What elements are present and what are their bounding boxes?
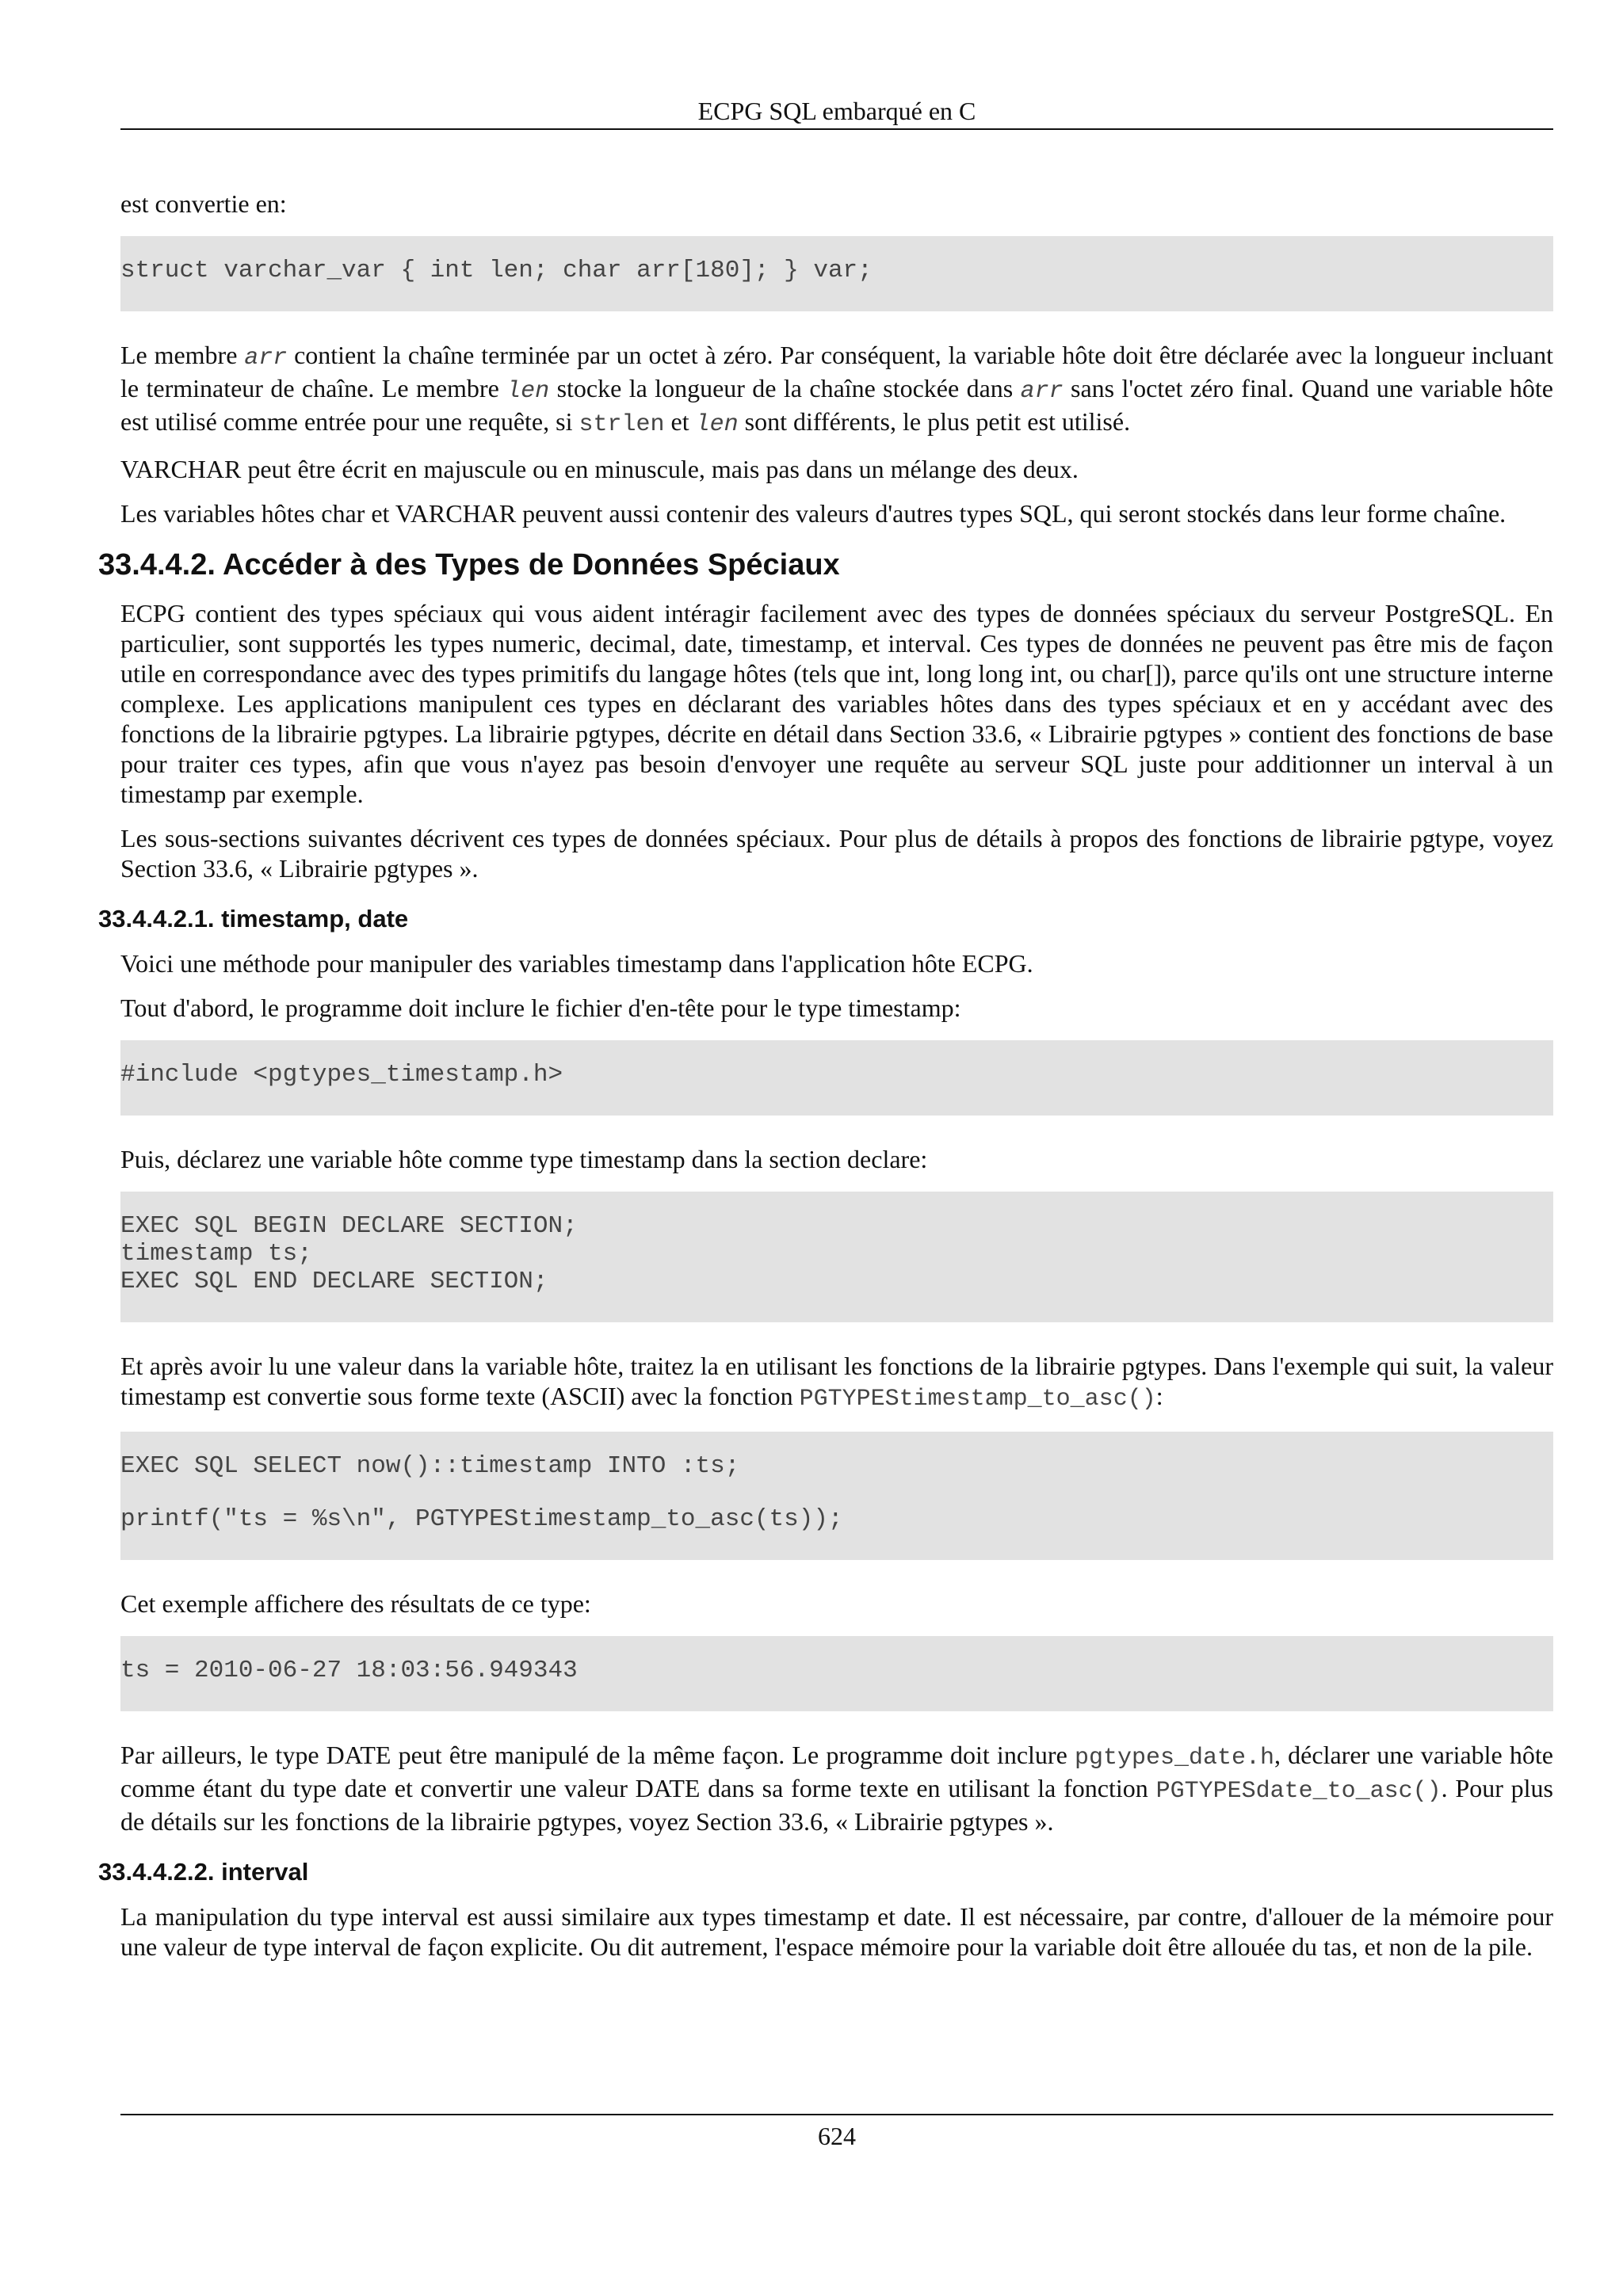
code-block-varchar-struct xyxy=(120,236,1553,311)
inline-code-arr: arr xyxy=(244,345,288,372)
code-block-include xyxy=(120,1040,1553,1116)
code-line: printf("ts = %s\n", PGTYPEStimestamp_to_asc(ts)); xyxy=(120,1505,843,1533)
inline-code-arr: arr xyxy=(1020,378,1064,405)
code-block-declare-section xyxy=(120,1192,1553,1322)
paragraph-arr-member: Le membre arr contient la chaîne terminée par un octet à zéro. Par conséquent, la variable hôte doit être déclarée avec la longueur incluant le terminateur de chaîne. Le membre len stocke la longueur de la chaîne stockée dans arr sans l'octet zéro final. Quand une variable hôte est utilisé comme entrée pour une requête, si strlen et len sont différents, le plus petit est utilisé. xyxy=(120,341,1554,438)
code-line: EXEC SQL SELECT now()::timestamp INTO :ts; xyxy=(120,1452,740,1480)
running-header: ECPG SQL embarqué en C xyxy=(697,97,976,125)
code-line: struct varchar_var { int len; char arr[180]; } var; xyxy=(120,257,873,284)
inline-code-date-header: pgtypes_date.h xyxy=(1074,1745,1274,1772)
section-heading-special-types: 33.4.4.2. Accéder à des Types de Données Spéciaux xyxy=(98,548,840,582)
intro-paragraph: est convertie en: xyxy=(120,189,287,218)
paragraph-varchar-types: Les variables hôtes char et VARCHAR peuvent aussi contenir des valeurs d'autres types SQL, qui seront stockés dans leur forme chaîne. xyxy=(120,499,1507,528)
paragraph-declare-variable: Puis, déclarez une variable hôte comme type timestamp dans la section declare: xyxy=(120,1145,928,1173)
code-line: ts = 2010-06-27 18:03:56.949343 xyxy=(120,1657,578,1684)
paragraph-subsections: Les sous-sections suivantes décrivent ces types de données spéciaux. Pour plus de détails à propos des fonctions de librairie pgtype, voyez Section 33.6, « Librairie pgtypes ». xyxy=(120,824,1553,883)
code-block-select-printf xyxy=(120,1432,1553,1560)
subsection-heading-interval: 33.4.4.2.2. interval xyxy=(98,1858,309,1886)
code-block-output xyxy=(120,1636,1553,1711)
header-rule xyxy=(120,128,1553,130)
subsection-heading-timestamp: 33.4.4.2.1. timestamp, date xyxy=(98,905,409,933)
paragraph-convert-timestamp: Et après avoir lu une valeur dans la variable hôte, traitez la en utilisant les fonctions de la librairie pgtypes. Dans l'exemple qui suit, la valeur timestamp est convertie sous forme texte (ASCII) avec la fonction PGTYPEStimestamp_to_asc(): xyxy=(120,1352,1553,1413)
code-line: EXEC SQL END DECLARE SECTION; xyxy=(120,1268,548,1295)
code-line: #include <pgtypes_timestamp.h> xyxy=(120,1061,563,1089)
paragraph-date-type: Par ailleurs, le type DATE peut être manipulé de la même façon. Le programme doit inclure pgtypes_date.h, déclarer une variable hôte comme étant du type date et convertir une valeur DATE dans sa forme texte en utilisant la fonction PGTYPESdate_to_asc(). Pour plus de détails sur les fonctions de la librairie pgtypes, voyez Section 33.6, « Librairie pgtypes ». xyxy=(120,1741,1554,1836)
inline-code-timestamp-to-asc: PGTYPEStimestamp_to_asc() xyxy=(799,1386,1156,1413)
paragraph-timestamp-method: Voici une méthode pour manipuler des variables timestamp dans l'application hôte ECPG. xyxy=(120,949,1033,978)
paragraph-interval: La manipulation du type interval est aussi similaire aux types timestamp et date. Il est nécessaire, par contre, d'allouer de la mémoire pour une valeur de type interval de façon explicite. Ou dit autrement, l'espace mémoire pour la variable doit être allouée du tas, et non de la pile. xyxy=(120,1902,1553,1961)
paragraph-varchar-case: VARCHAR peut être écrit en majuscule ou en minuscule, mais pas dans un mélange des deux. xyxy=(120,455,1079,483)
paragraph-special-types: ECPG contient des types spéciaux qui vous aident intéragir facilement avec des types de données spéciaux du serveur PostgreSQL. En particulier, sont supportés les types numeric, decimal, date, timestamp, et interval. Ces types de données ne peuvent pas être mis de façon utile en correspondance avec des types primitifs du langage hôtes (tels que int, long long int, ou char[]), parce qu'ils ont une structure interne complexe. Les applications manipulent ces types en déclarant des variables hôtes dans des types spéciaux et en y accédant avec des fonctions de la librairie pgtypes. La librairie pgtypes, décrite en détail dans Section 33.6, « Librairie pgtypes » contient des fonctions de base pour traiter ces types, afin que vous n'ayez pas besoin d'envoyer une requête au serveur SQL juste pour additionner un interval à un timestamp par exemple. xyxy=(120,599,1553,808)
paragraph-include-header: Tout d'abord, le programme doit inclure le fichier d'en-tête pour le type timestamp: xyxy=(120,994,961,1022)
inline-code-strlen: strlen xyxy=(579,411,665,438)
code-line: EXEC SQL BEGIN DECLARE SECTION; xyxy=(120,1212,578,1240)
paragraph-example-output: Cet exemple affichere des résultats de ce type: xyxy=(120,1589,591,1618)
page-number: 624 xyxy=(818,2122,856,2150)
code-line: timestamp ts; xyxy=(120,1240,312,1268)
footer-rule xyxy=(120,2114,1553,2115)
page-content xyxy=(98,189,1554,1976)
inline-code-len: len xyxy=(695,411,739,438)
inline-code-len: len xyxy=(506,378,550,405)
inline-code-date-to-asc: PGTYPESdate_to_asc() xyxy=(1155,1778,1442,1805)
